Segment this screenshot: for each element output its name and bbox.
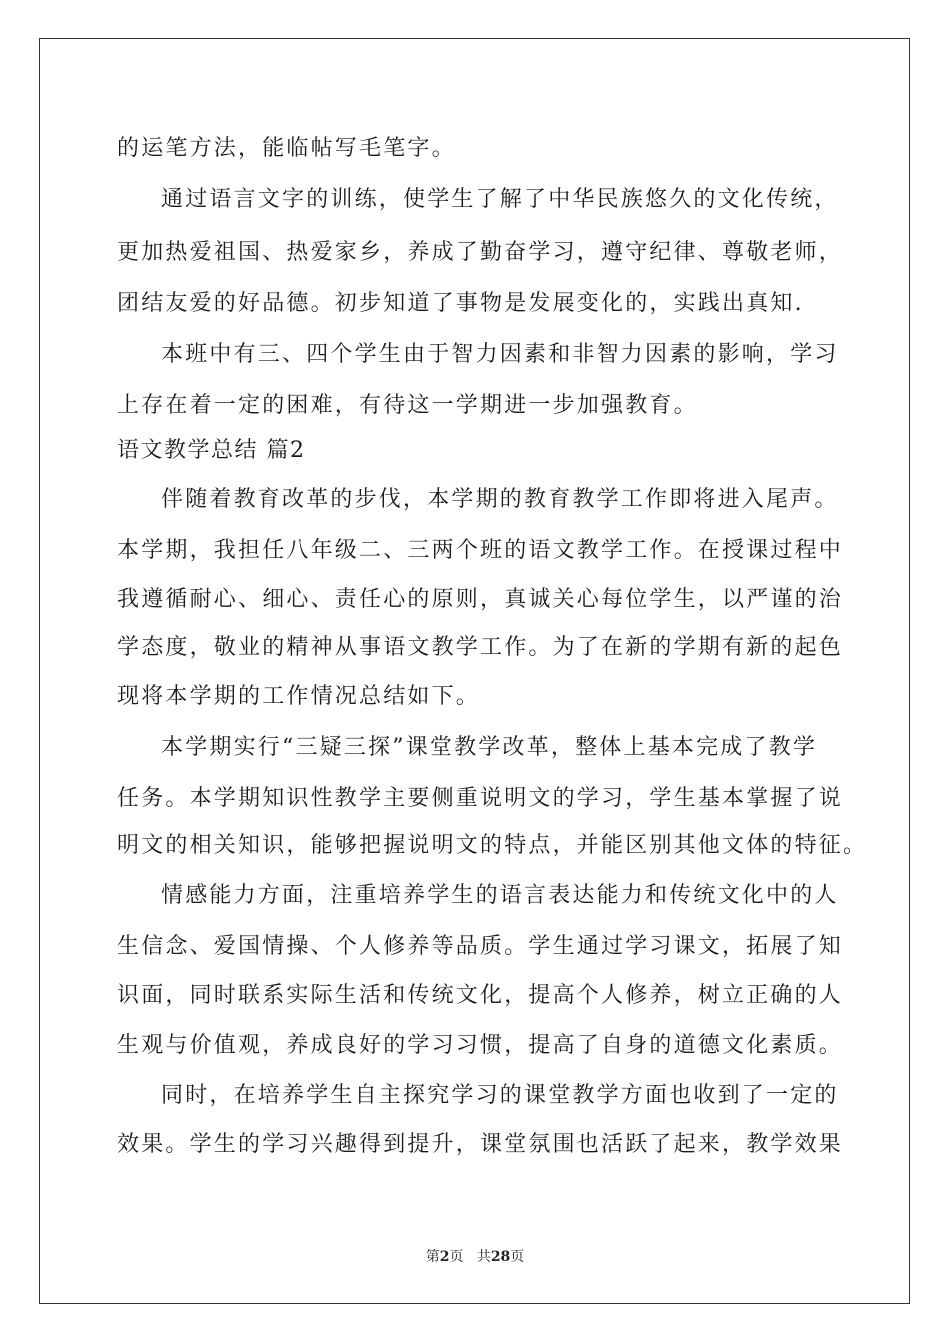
- text-line: 生观与价值观，养成良好的学习习惯，提高了自身的道德文化素质。: [117, 1033, 844, 1058]
- page-border: [39, 38, 910, 1304]
- text-line: 学态度，敬业的精神从事语文教学工作。为了在新的学期有新的起色: [117, 635, 844, 660]
- text-line: 效果。学生的学习兴趣得到提升，课堂氛围也活跃了起来，教学效果: [117, 1132, 844, 1157]
- text-line: 本学期，我担任八年级二、三两个班的语文教学工作。在授课过程中: [117, 538, 844, 563]
- total-page-count: 28: [490, 1249, 511, 1265]
- text-line: 任务。本学期知识性教学主要侧重说明文的学习，学生基本掌握了说: [117, 786, 844, 811]
- text-line: 情感能力方面，注重培养学生的语言表达能力和传统文化中的人: [161, 883, 839, 908]
- footer-page-unit: 页: [449, 1249, 464, 1265]
- text-line: 更加热爱祖国、热爱家乡，养成了勤奋学习，遵守纪律、尊敬老师，: [117, 240, 844, 265]
- footer-total-prefix: 共: [476, 1249, 491, 1265]
- text-line: 的运笔方法，能临帖写毛笔字。: [117, 136, 456, 161]
- text-line: 同时，在培养学生自主探究学习的课堂教学方面也收到了一定的: [161, 1083, 839, 1108]
- text-line: 团结友爱的好品德。初步知道了事物是发展变化的，实践出真知.: [117, 291, 804, 316]
- footer-total-unit: 页: [510, 1249, 525, 1265]
- section-heading: 语文教学总结 篇2: [117, 438, 306, 463]
- text-line: 通过语言文字的训练，使学生了解了中华民族悠久的文化传统，: [161, 187, 839, 212]
- text-line: 伴随着教育改革的步伐，本学期的教育教学工作即将进入尾声。: [161, 487, 839, 512]
- page-footer: [0, 1248, 950, 1266]
- text-line: 我遵循耐心、细心、责任心的原则，真诚关心每位学生，以严谨的治: [117, 587, 844, 612]
- text-line: 本班中有三、四个学生由于智力因素和非智力因素的影响，学习: [161, 342, 839, 367]
- footer-prefix: 第: [425, 1249, 440, 1265]
- text-line: 现将本学期的工作情况总结如下。: [117, 684, 481, 709]
- text-line: 生信念、爱国情操、个人修养等品质。学生通过学习课文，拓展了知: [117, 934, 844, 959]
- current-page-number: 2: [439, 1249, 450, 1265]
- text-line: 识面，同时联系实际生活和传统文化，提高个人修养，树立正确的人: [117, 983, 844, 1008]
- text-line: 上存在着一定的困难，有待这一学期进一步加强教育。: [117, 393, 698, 418]
- text-line: 本学期实行“三疑三探”课堂教学改革，整体上基本完成了教学: [161, 735, 818, 760]
- text-line: 明文的相关知识，能够把握说明文的特点，并能区别其他文体的特征。: [117, 833, 868, 858]
